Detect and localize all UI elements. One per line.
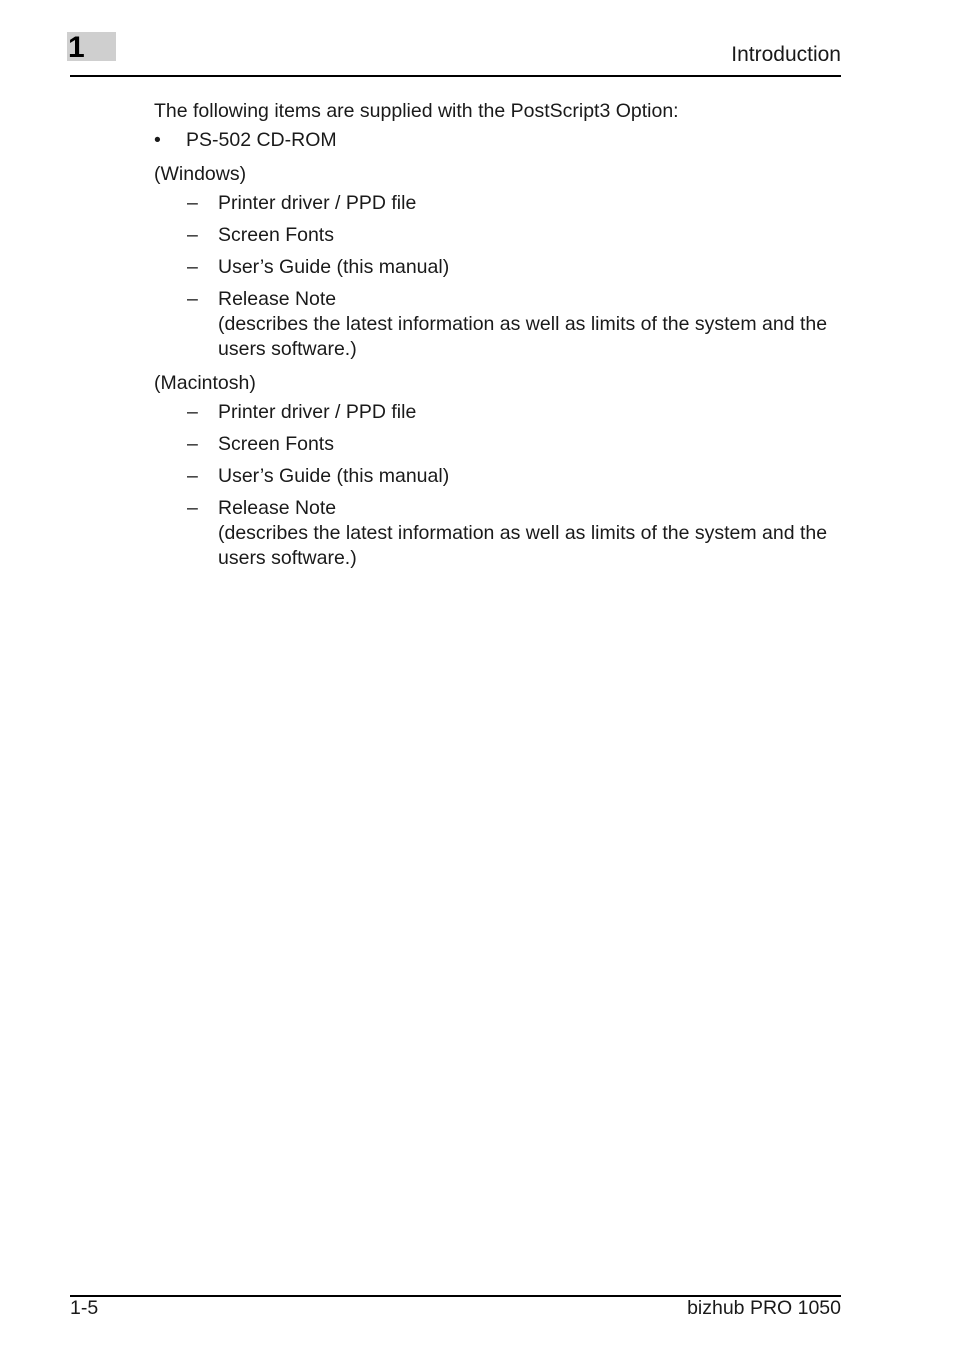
group-windows — [154, 162, 844, 362]
list-item-text: User’s Guide (this manual) — [218, 465, 450, 487]
intro-text: The following items are supplied with the PostScript3 Option: — [154, 100, 679, 122]
group-label-macintosh: (Macintosh) — [154, 372, 256, 394]
list-item-text: Release Note — [218, 497, 337, 519]
dash-mark: – — [187, 433, 198, 455]
list-item — [154, 464, 844, 489]
dash-mark: – — [187, 192, 198, 214]
list-item-cdrom — [154, 128, 844, 153]
bullet-mark: • — [154, 129, 161, 151]
dash-mark: – — [187, 256, 198, 278]
list-item — [154, 287, 844, 362]
list-item-text: Printer driver / PPD file — [218, 401, 417, 423]
list-item-subtext: (describes the latest information as well as limits of the system and the users software.) — [218, 313, 828, 360]
page-header-title: Introduction — [731, 43, 841, 66]
list-item-text: Release Note — [218, 288, 337, 310]
dash-mark: – — [187, 401, 198, 423]
group-macintosh — [154, 371, 844, 571]
list-item — [154, 223, 844, 248]
group-label-windows: (Windows) — [154, 163, 247, 185]
product-name: bizhub PRO 1050 — [687, 1297, 841, 1319]
dash-mark: – — [187, 288, 198, 310]
list-item — [154, 255, 844, 280]
dash-mark: – — [187, 224, 198, 246]
page-number: 1-5 — [70, 1297, 99, 1319]
bullet-text: PS-502 CD-ROM — [186, 129, 337, 151]
list-item — [154, 191, 844, 216]
dash-mark: – — [187, 465, 198, 487]
list-item-text: Printer driver / PPD file — [218, 192, 417, 214]
list-item-text: User’s Guide (this manual) — [218, 256, 450, 278]
list-item — [154, 496, 844, 571]
page-content — [154, 99, 844, 578]
list-item-subtext: (describes the latest information as well as limits of the system and the users software.) — [218, 522, 828, 569]
list-item — [154, 400, 844, 425]
dash-mark: – — [187, 497, 198, 519]
header-divider — [70, 75, 841, 77]
chapter-number: 1 — [68, 31, 85, 64]
list-item-text: Screen Fonts — [218, 433, 334, 455]
list-item — [154, 432, 844, 457]
list-item-text: Screen Fonts — [218, 224, 334, 246]
